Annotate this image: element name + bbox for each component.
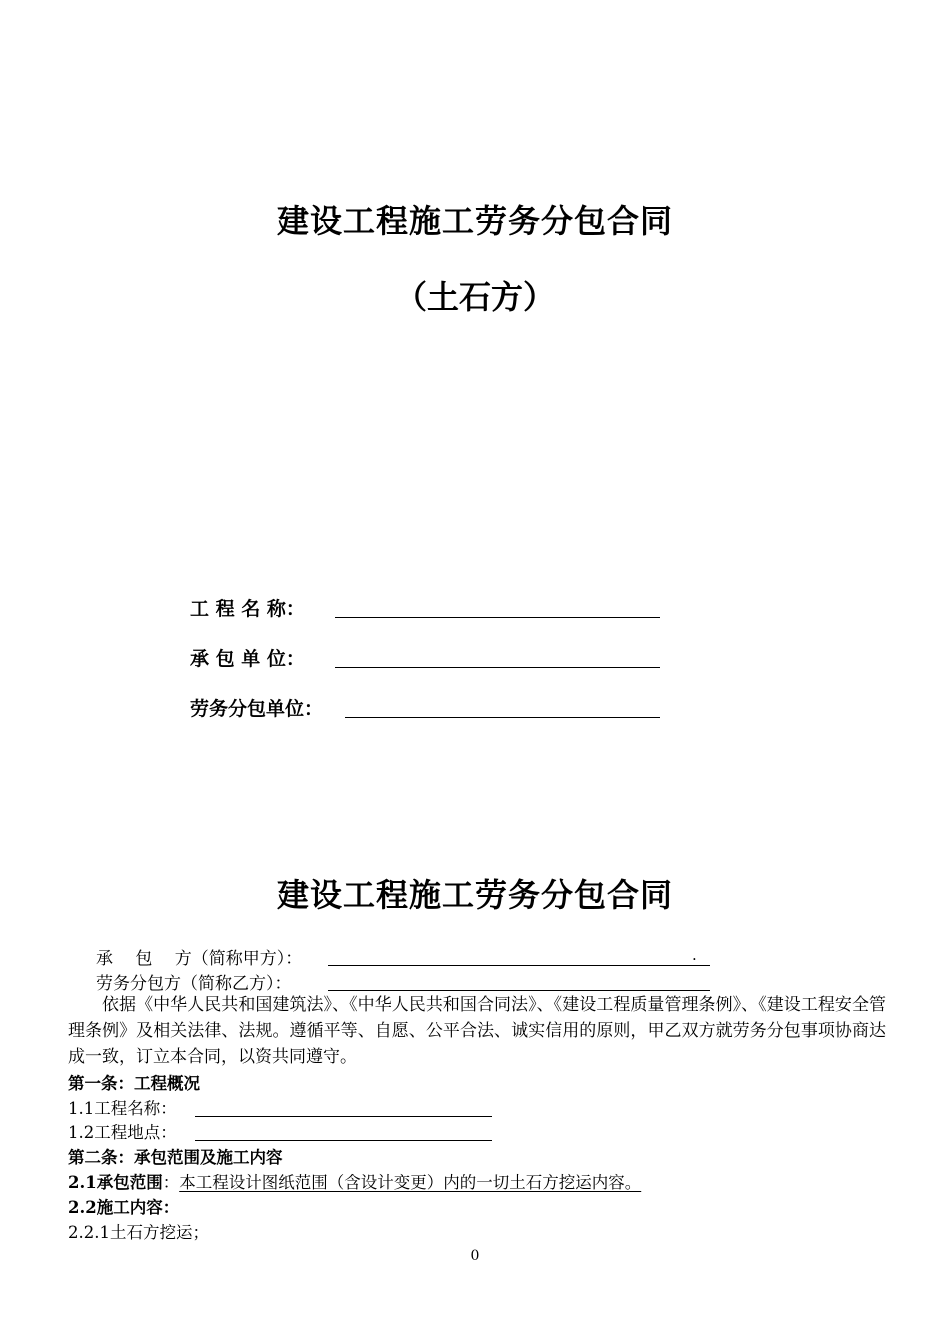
item-1-2-label: 1.2工程地点：	[68, 1123, 177, 1142]
item-2-1-label: 2.1承包范围	[68, 1173, 163, 1192]
item-2-1-row	[68, 1169, 641, 1193]
item-1-2-row	[68, 1119, 498, 1143]
party-a-row	[96, 944, 716, 968]
cover-field-contractor	[190, 644, 660, 674]
cover-field-label: 工 程 名 称：	[190, 598, 305, 620]
article-1-title: 第一条：工程概况	[68, 1074, 200, 1093]
party-a-dot: .	[692, 946, 697, 964]
cover-field-blank[interactable]	[335, 667, 660, 668]
item-2-1-value: 本工程设计图纸范围（含设计变更）内的一切土石方挖运内容。	[179, 1173, 642, 1192]
project-location-blank[interactable]	[195, 1140, 492, 1141]
cover-subtitle: （土石方）	[394, 278, 555, 316]
party-b-row	[96, 969, 716, 993]
cover-field-subcontractor	[190, 694, 660, 724]
party-a-label: 承 包 方（简称甲方）：	[96, 949, 303, 969]
cover-field-label: 劳务分包单位：	[190, 698, 324, 720]
contract-title: 建设工程施工劳务分包合同	[276, 876, 673, 914]
cover-field-project-name	[190, 594, 660, 624]
party-b-label: 劳务分包方（简称乙方）：	[96, 974, 292, 994]
item-1-1-label: 1.1工程名称：	[68, 1099, 177, 1118]
item-1-1-row	[68, 1095, 498, 1119]
item-2-1-colon: ：	[162, 1173, 180, 1192]
cover-field-blank[interactable]	[335, 617, 660, 618]
party-a-blank[interactable]	[328, 965, 710, 966]
cover-title: 建设工程施工劳务分包合同	[276, 202, 673, 240]
project-name-blank[interactable]	[195, 1116, 492, 1117]
article-2-title: 第二条：承包范围及施工内容	[68, 1148, 283, 1167]
item-2-2-title: 2.2施工内容：	[68, 1198, 180, 1217]
page-number: 0	[470, 1248, 480, 1264]
cover-field-label: 承 包 单 位：	[190, 648, 305, 670]
item-2-2-1: 2.2.1土石方挖运；	[68, 1223, 209, 1242]
cover-field-blank[interactable]	[345, 717, 660, 718]
party-b-blank[interactable]	[328, 990, 710, 991]
preamble-paragraph: 依据《中华人民共和国建筑法》、《中华人民共和国合同法》、《建设工程质量管理条例》、《建设工程安全管理条例》及相关法律、法规。遵循平等、自愿、公平合法、诚实信用的原则，甲乙双方就劳务分包事项协商达成一致，订立本合同，以资共同遵守。	[68, 995, 886, 1067]
